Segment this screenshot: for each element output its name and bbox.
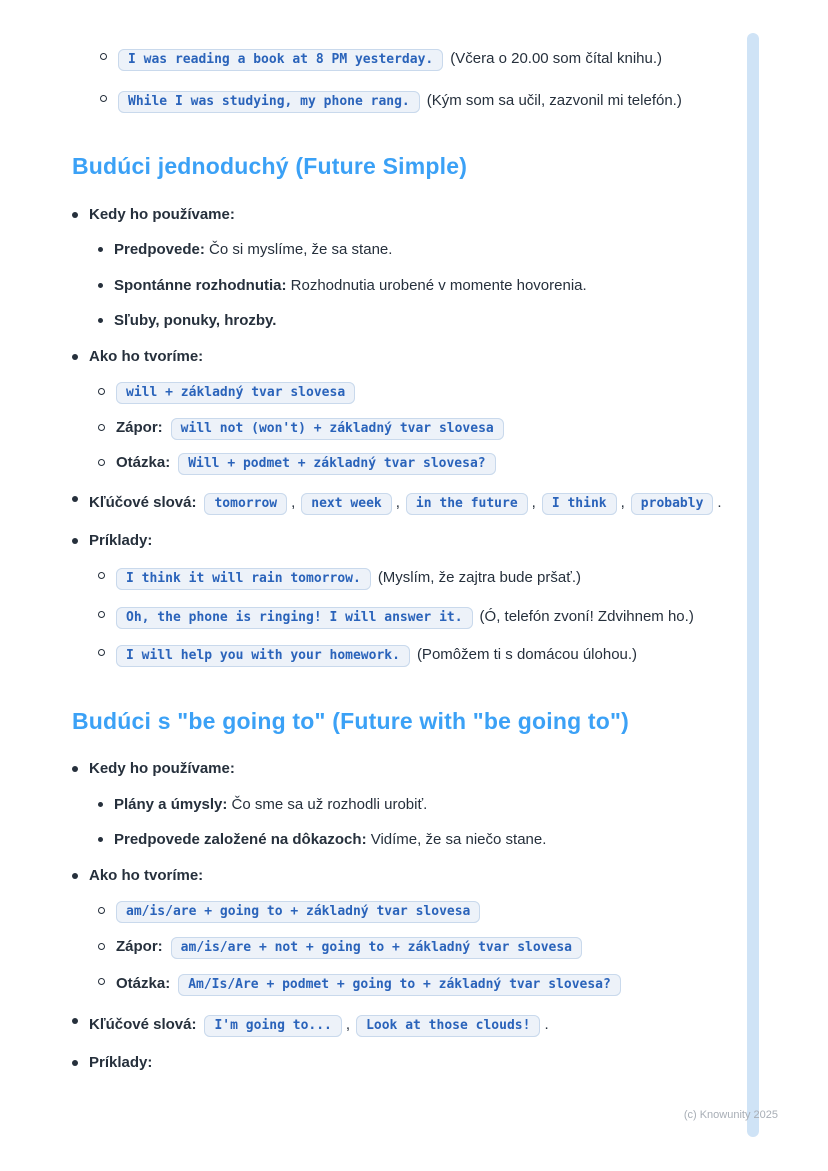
circle-bullet-icon bbox=[98, 649, 105, 656]
form-label: Zápor: bbox=[116, 418, 163, 436]
disc-bullet-icon bbox=[72, 1018, 78, 1024]
keyword-chip: next week bbox=[301, 493, 391, 515]
disc-bullet-icon bbox=[98, 837, 103, 842]
disc-bullet-icon bbox=[72, 496, 78, 502]
circle-bullet-icon bbox=[98, 907, 105, 914]
translation-text: (Včera o 20.00 som čítal knihu.) bbox=[450, 50, 663, 67]
term-label: Predpovede založené na dôkazoch: bbox=[114, 831, 367, 849]
disc-bullet-icon bbox=[98, 802, 103, 807]
watermark: (c) Knowunity 2025 bbox=[683, 1109, 778, 1121]
list-item bbox=[98, 239, 728, 262]
term-label: Plány a úmysly: bbox=[114, 795, 228, 813]
list-item bbox=[98, 642, 728, 668]
disc-bullet-icon bbox=[72, 873, 78, 879]
list-item bbox=[98, 565, 728, 591]
translation-text: (Pomôžem ti s domácou úlohou.) bbox=[416, 646, 638, 664]
list-label: Kedy ho používame: bbox=[89, 205, 235, 223]
disc-bullet-icon bbox=[72, 538, 78, 544]
list-item-form bbox=[72, 346, 728, 475]
code-chip: I was reading a book at 8 PM yesterday. bbox=[118, 49, 443, 71]
circle-bullet-icon bbox=[98, 611, 105, 618]
list-label: Ako ho tvoríme: bbox=[89, 347, 204, 365]
form-label: Otázka: bbox=[116, 454, 171, 471]
keyword-chip: I think bbox=[542, 493, 617, 515]
disc-bullet-icon bbox=[72, 1060, 78, 1066]
list-item bbox=[98, 971, 728, 997]
list-label: Príklady: bbox=[89, 1054, 153, 1071]
circle-bullet-icon bbox=[98, 572, 105, 579]
list-item bbox=[98, 604, 728, 630]
code-chip: am/is/are + going to + základný tvar slovesa bbox=[116, 901, 480, 923]
circle-bullet-icon bbox=[98, 943, 105, 950]
code-chip: While I was studying, my phone rang. bbox=[118, 91, 420, 113]
term-label: Sľuby, ponuky, hrozby. bbox=[114, 312, 277, 329]
circle-bullet-icon bbox=[98, 978, 105, 985]
disc-bullet-icon bbox=[98, 283, 103, 288]
keyword-chip: Look at those clouds! bbox=[356, 1015, 540, 1037]
list-label: Kedy ho používame: bbox=[89, 760, 235, 778]
list-label: Ako ho tvoríme: bbox=[89, 866, 204, 884]
disc-bullet-icon bbox=[98, 318, 103, 323]
code-chip: Will + podmet + základný tvar slovesa? bbox=[178, 453, 495, 475]
code-chip: will + základný tvar slovesa bbox=[116, 382, 355, 404]
term-text: Rozhodnutia urobené v momente hovorenia. bbox=[286, 276, 587, 294]
circle-bullet-icon bbox=[98, 459, 105, 466]
code-chip: will not (won't) + základný tvar slovesa bbox=[171, 418, 504, 440]
separator: , bbox=[291, 493, 296, 511]
circle-bullet-icon bbox=[100, 53, 107, 60]
code-chip: Oh, the phone is ringing! I will answer it. bbox=[116, 607, 473, 629]
separator: , bbox=[345, 1015, 351, 1033]
separator: . bbox=[717, 493, 722, 511]
circle-bullet-icon bbox=[98, 424, 105, 431]
translation-text: (Myslím, že zajtra bude pršať.) bbox=[377, 569, 581, 587]
list-label: Kľúčové slová: bbox=[89, 493, 197, 511]
form-label: Zápor: bbox=[116, 937, 163, 955]
list-item bbox=[98, 310, 728, 333]
list-item bbox=[98, 452, 728, 475]
code-chip: Am/Is/Are + podmet + going to + základný tvar slovesa? bbox=[178, 974, 621, 996]
translation-text: (Ó, telefón zvoní! Zdvihnem ho.) bbox=[479, 607, 694, 625]
term-label: Spontánne rozhodnutia: bbox=[114, 276, 287, 294]
list-item bbox=[98, 275, 728, 298]
term-label: Predpovede: bbox=[114, 241, 205, 258]
list-label: Kľúčové slová: bbox=[89, 1015, 197, 1033]
term-text: Čo sme sa už rozhodli urobiť. bbox=[227, 795, 428, 813]
section-heading-going-to: Budúci s "be going to" (Future with "be going to") bbox=[72, 707, 629, 734]
list-item-form bbox=[72, 865, 728, 997]
list-item-keywords bbox=[72, 1010, 728, 1039]
keyword-chip: probably bbox=[631, 493, 714, 515]
list-item bbox=[98, 794, 728, 817]
separator: , bbox=[531, 493, 536, 511]
keyword-chip: in the future bbox=[406, 493, 528, 515]
code-chip: am/is/are + not + going to + základný tvar slovesa bbox=[171, 937, 582, 959]
disc-bullet-icon bbox=[72, 766, 78, 772]
list-item bbox=[100, 46, 728, 72]
disc-bullet-icon bbox=[72, 212, 78, 218]
list-item-usage bbox=[72, 204, 728, 333]
section-heading-future-simple: Budúci jednoduchý (Future Simple) bbox=[72, 153, 468, 179]
list-item bbox=[98, 900, 728, 923]
code-chip: I will help you with your homework. bbox=[116, 645, 410, 667]
term-text: Vidíme, že sa niečo stane. bbox=[366, 831, 547, 849]
separator: . bbox=[544, 1015, 549, 1033]
list-item bbox=[98, 381, 728, 404]
list-item bbox=[98, 417, 728, 440]
list-item bbox=[98, 829, 728, 852]
disc-bullet-icon bbox=[98, 247, 103, 252]
page-edge-bar bbox=[747, 33, 759, 1137]
list-item-examples bbox=[72, 530, 728, 668]
list-item bbox=[100, 88, 728, 114]
keyword-chip: I'm going to... bbox=[204, 1015, 341, 1037]
keyword-chip: tomorrow bbox=[204, 493, 287, 515]
list-label: Príklady: bbox=[89, 531, 153, 549]
list-item bbox=[98, 936, 728, 959]
disc-bullet-icon bbox=[72, 354, 78, 360]
translation-text: (Kým som sa učil, zazvonil mi telefón.) bbox=[426, 91, 682, 109]
list-item-usage bbox=[72, 758, 728, 852]
list-item-keywords bbox=[72, 488, 728, 517]
list-item-examples bbox=[72, 1052, 728, 1075]
term-text: Čo si myslíme, že sa stane. bbox=[204, 241, 393, 258]
separator: , bbox=[395, 493, 400, 511]
circle-bullet-icon bbox=[100, 95, 107, 102]
code-chip: I think it will rain tomorrow. bbox=[116, 568, 371, 590]
intro-examples bbox=[100, 46, 728, 113]
separator: , bbox=[620, 493, 625, 511]
form-label: Otázka: bbox=[116, 975, 171, 993]
circle-bullet-icon bbox=[98, 388, 105, 395]
